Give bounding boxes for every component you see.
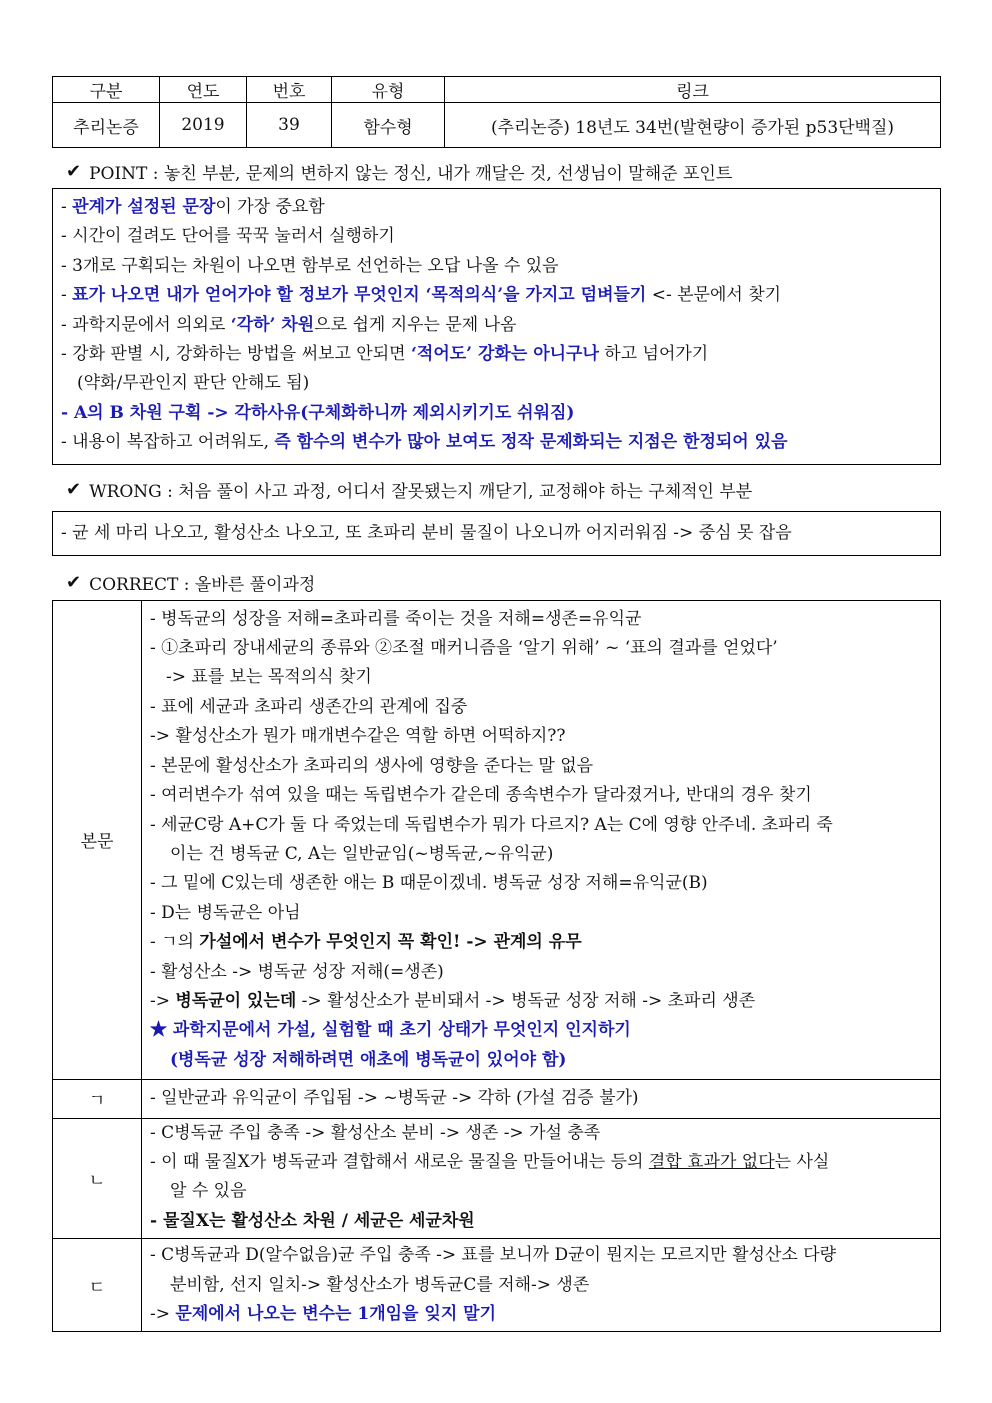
highlight: ‘적어도’ 강화는 아니구나 xyxy=(410,344,599,365)
wrong-box: - 균 세 마리 나오고, 활성산소 나오고, 또 초파리 분비 물질이 나오니까 어지러워짐 -> 중심 못 잡음 xyxy=(52,511,941,556)
point-line xyxy=(61,428,932,457)
highlight: 표가 나오면 내가 얻어가야 할 정보가 무엇인지 ‘목적의식’을 가지고 덤벼들기 xyxy=(72,285,647,306)
row-label: ㄱ xyxy=(53,1080,142,1118)
bold-text: 병독균이 있는데 xyxy=(175,990,297,1011)
highlight: 즉 함수의 변수가 많아 보여도 정작 문제화되는 지점은 한정되어 있음 xyxy=(274,432,788,453)
header-link: 링크 xyxy=(445,77,941,103)
header-year: 연도 xyxy=(160,77,247,103)
text: - 내용이 복잡하고 어려워도, xyxy=(61,432,275,453)
point-title: POINT : 놓친 부분, 문제의 변하지 않는 정신, 내가 깨달은 것, 선생님이 말해준 포인트 xyxy=(89,163,733,184)
line: 이는 건 병독균 C, A는 일반균임(~병독균,~유익균) xyxy=(170,843,554,864)
point-line xyxy=(61,311,932,340)
row-label: 본문 xyxy=(53,600,142,1080)
line xyxy=(150,987,932,1016)
line: - D는 병독균은 아님 xyxy=(150,902,301,923)
line: -> 표를 보는 목적의식 찾기 xyxy=(166,667,372,688)
text: 는 사실 xyxy=(774,1151,830,1172)
meta-header-row xyxy=(53,77,941,103)
check-icon: ✔ xyxy=(66,572,82,594)
wrong-heading xyxy=(66,473,941,507)
line: 분비함, 선지 일치-> 활성산소가 병독균C를 저해-> 생존 xyxy=(170,1274,590,1295)
line: - ①초파리 장내세균의 종류와 ②조절 매커니즘을 ‘알기 위해’ ~ ‘표의 결과를 얻었다’ xyxy=(150,638,778,659)
check-icon: ✔ xyxy=(66,160,82,182)
line: - 물질X는 활성산소 차원 / 세균은 세균차원 xyxy=(150,1210,475,1231)
point-heading xyxy=(66,154,941,188)
bold-text: 가설에서 변수가 무엇인지 꼭 확인! -> 관계의 유무 xyxy=(199,932,582,953)
text: - 강화 판별 시, 강화하는 방법을 써보고 안되면 xyxy=(61,344,411,365)
point-line: - 시간이 걸려도 단어를 꾹꾹 눌러서 실행하기 xyxy=(61,226,395,247)
line: - C병독균과 D(알수없음)균 주입 충족 -> 표를 보니까 D균이 뭔지는 모르지만 활성산소 다량 xyxy=(150,1245,837,1266)
point-line xyxy=(61,193,932,222)
meta-table xyxy=(52,76,941,148)
point-line: - 3개로 구획되는 차원이 나오면 함부로 선언하는 오답 나올 수 있음 xyxy=(61,255,559,276)
correct-row-nieun xyxy=(53,1118,941,1239)
line xyxy=(150,1300,932,1329)
text: -> xyxy=(150,990,176,1011)
row-label: ㄷ xyxy=(53,1239,142,1332)
line: -> 활성산소가 뭔가 매개변수같은 역할 하면 어떡하지?? xyxy=(150,726,566,747)
text: -> xyxy=(150,1304,176,1324)
row-body xyxy=(142,1080,941,1118)
correct-table xyxy=(52,600,941,1333)
text: - xyxy=(61,285,73,306)
highlight: ‘각하’ 차원 xyxy=(230,314,315,335)
line: - 표에 세균과 초파리 생존간의 관계에 집중 xyxy=(150,696,468,717)
line xyxy=(150,1148,932,1177)
line: - 본문에 활성산소가 초파리의 생사에 영향을 준다는 말 없음 xyxy=(150,755,594,776)
point-line xyxy=(61,340,932,369)
document-page xyxy=(52,76,941,1332)
text: - 이 때 물질X가 병독균과 결합해서 새로운 물질을 만들어내는 등의 xyxy=(150,1151,649,1172)
row-body xyxy=(142,1239,941,1332)
value-year: 2019 xyxy=(160,103,247,148)
line: - 활성산소 -> 병독균 성장 저해(=생존) xyxy=(150,961,444,982)
correct-title: CORRECT : 올바른 풀이과정 xyxy=(89,575,316,596)
line: - 병독균의 성장을 저해=초파리를 죽이는 것을 저해=생존=유익균 xyxy=(150,608,642,629)
highlight: 문제에서 나오는 변수는 1개임을 잊지 말기 xyxy=(175,1304,497,1324)
correct-row-digeut xyxy=(53,1239,941,1332)
highlight: 관계가 설정된 문장 xyxy=(72,197,216,217)
text: -> 활성산소가 분비돼서 -> 병독균 성장 저해 -> 초파리 생존 xyxy=(296,990,756,1011)
text: - 과학지문에서 의외로 xyxy=(61,314,231,335)
point-line: (약화/무관인지 판단 안해도 됨) xyxy=(77,373,310,394)
correct-row-giyeok xyxy=(53,1080,941,1118)
underlined-text: 결합 효과가 없다 xyxy=(648,1151,775,1172)
line: ★ 과학지문에서 가설, 실험할 때 초기 상태가 무엇인지 인지하기 xyxy=(150,1020,631,1041)
wrong-title: WRONG : 처음 풀이 사고 과정, 어디서 잘못됐는지 깨닫기, 교정해야 하는 구체적인 부분 xyxy=(89,482,753,503)
line: - 여러변수가 섞여 있을 때는 독립변수가 같은데 종속변수가 달라졌거나, 반대의 경우 찾기 xyxy=(150,785,812,806)
header-number: 번호 xyxy=(247,77,332,103)
text: - ㄱ의 xyxy=(150,932,200,953)
text: <- 본문에서 찾기 xyxy=(646,285,782,306)
header-type: 유형 xyxy=(332,77,445,103)
value-type: 함수형 xyxy=(332,103,445,148)
row-label: ㄴ xyxy=(53,1118,142,1239)
text: 이 가장 중요함 xyxy=(215,197,325,217)
value-category: 추리논증 xyxy=(53,103,160,148)
line: - C병독균 주입 충족 -> 활성산소 분비 -> 생존 -> 가설 충족 xyxy=(150,1122,601,1143)
row-body xyxy=(142,1118,941,1239)
value-number: 39 xyxy=(247,103,332,148)
line: - 일반균과 유익균이 주입됨 -> ~병독균 -> 각하 (가설 검증 불가) xyxy=(150,1088,639,1109)
meta-value-row xyxy=(53,103,941,148)
point-line: - A의 B 차원 구획 -> 각하사유(구체화하니까 제외시키기도 쉬워짐) xyxy=(61,402,575,423)
point-line xyxy=(61,281,932,310)
row-body xyxy=(142,600,941,1080)
text: - xyxy=(61,197,73,217)
line xyxy=(150,928,932,957)
text: 으로 쉽게 지우는 문제 나옴 xyxy=(314,314,517,335)
correct-row-main xyxy=(53,600,941,1080)
line: - 그 밑에 C있는데 생존한 애는 B 때문이겠네. 병독균 성장 저해=유익균(B) xyxy=(150,873,708,894)
point-box xyxy=(52,188,941,465)
line: 알 수 있음 xyxy=(170,1181,247,1202)
header-category: 구분 xyxy=(53,77,160,103)
text: 하고 넘어가기 xyxy=(598,344,709,365)
correct-heading xyxy=(66,566,941,600)
line: - 세균C랑 A+C가 둘 다 죽었는데 독립변수가 뭐가 다르지? A는 C에 영향 안주네. 초파리 죽 xyxy=(150,814,833,835)
check-icon: ✔ xyxy=(66,479,82,501)
value-link: (추리논증) 18년도 34번(발현량이 증가된 p53단백질) xyxy=(445,103,941,148)
line: (병독균 성장 저해하려면 애초에 병독균이 있어야 함) xyxy=(170,1049,567,1070)
